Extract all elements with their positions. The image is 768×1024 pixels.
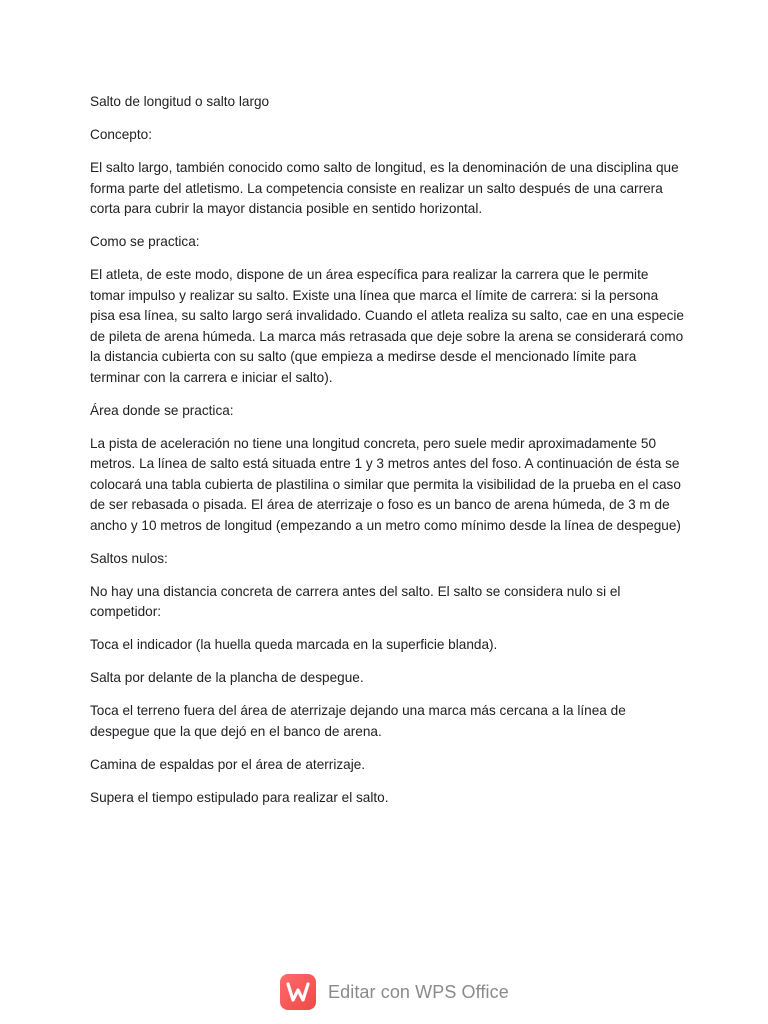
wps-footer-link[interactable] xyxy=(280,972,509,1012)
paragraph-nulo-1: Toca el indicador (la huella queda marcada en la superficie blanda). xyxy=(90,637,498,652)
paragraph-practica-heading: Como se practica: xyxy=(90,234,200,249)
paragraph-nulos-intro: No hay una distancia concreta de carrera antes del salto. El salto se considera nulo si el competidor: xyxy=(90,583,621,619)
paragraph-nulos-heading: Saltos nulos: xyxy=(90,550,168,566)
paragraph-area: La pista de aceleración no tiene una longitud concreta, pero suele medir aproximadamente 50 metros. La línea de salto está situada entre 1 y 3 metros antes del foso. A continuación de ésta se colocará una tabla cubierta de plastilina o similar que permita la visibilidad de la prueba en el caso de ser rebasada o pisada. El área de aterrizaje o foso es un banco de arena húmeda, de 3 m de ancho y 10 metros de longitud (empezando a un metro como mínimo desde la línea de despegue) xyxy=(90,435,681,533)
paragraph-practica: El atleta, de este modo, dispone de un área específica para realizar la carrera que le permite tomar impulso y realizar su salto. Existe una línea que marca el límite de carrera: si la persona pisa esa línea, su salto largo será invalidado. Cuando el atleta realiza su salto, cae en una especie de pileta de arena húmeda. La marca más retrasada que deje sobre la arena se considerará como la distancia cubierta con su salto (que empieza a medirse desde el mencionado límite para terminar con la carrera e iniciar el salto). xyxy=(90,267,684,385)
paragraph-nulo-3: Toca el terreno fuera del área de aterrizaje dejando una marca más cercana a la línea de despegue que la que dejó en el banco de arena. xyxy=(90,703,626,739)
wps-w-glyph xyxy=(286,981,310,1003)
paragraph-nulo-5: Supera el tiempo estipulado para realizar el salto. xyxy=(90,789,389,805)
wps-office-logo-icon xyxy=(280,974,316,1010)
paragraph-concepto: El salto largo, también conocido como salto de longitud, es la denominación de una disciplina que forma parte del atletismo. La competencia consiste en realizar un salto después de una carrera corta para cubrir la mayor distancia posible en sentido horizontal. xyxy=(90,160,679,216)
document-title: Salto de longitud o salto largo xyxy=(90,94,270,109)
paragraph-area-heading: Área donde se practica: xyxy=(90,402,234,418)
document-body xyxy=(90,92,685,821)
paragraph-concepto-heading: Concepto: xyxy=(90,127,152,142)
paragraph-nulo-4: Camina de espaldas por el área de aterrizaje. xyxy=(90,756,366,772)
wps-footer-text[interactable]: Editar con WPS Office xyxy=(328,981,509,1002)
paragraph-nulo-2: Salta por delante de la plancha de despegue. xyxy=(90,670,364,685)
